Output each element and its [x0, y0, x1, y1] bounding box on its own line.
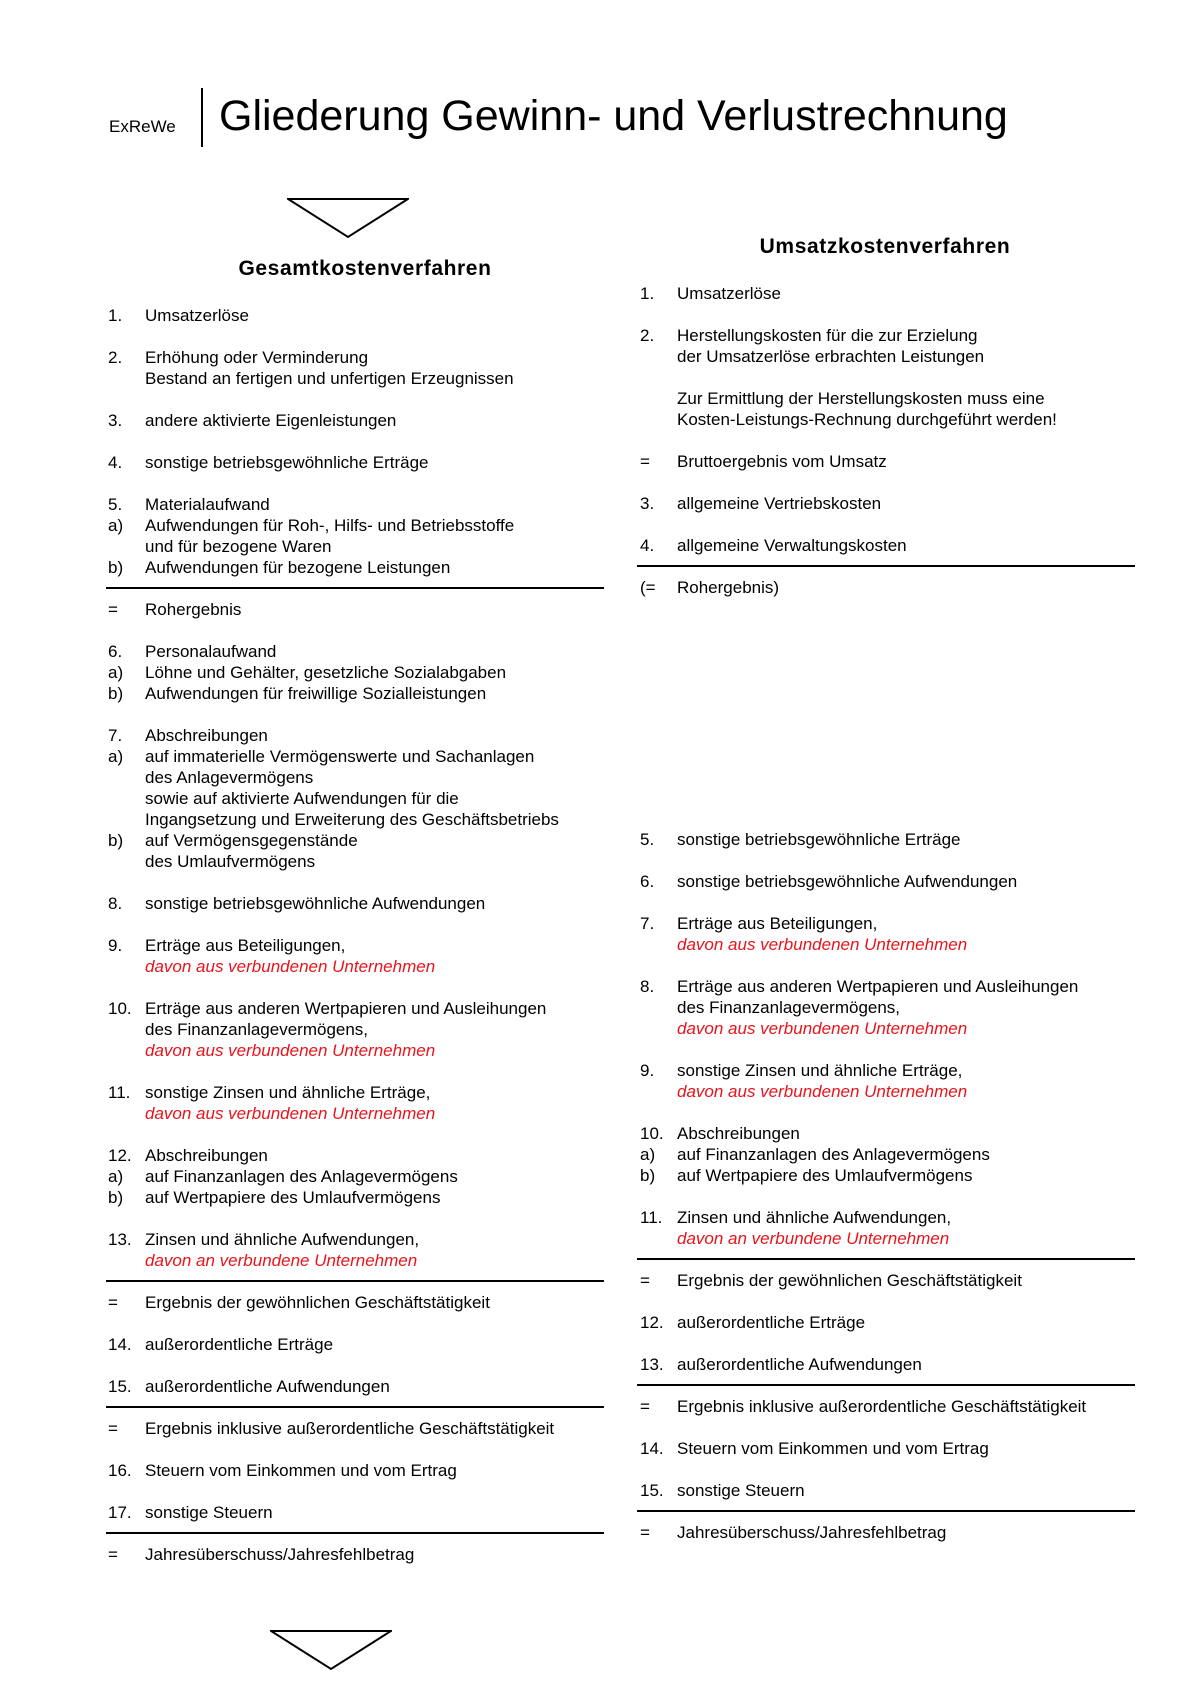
item-text: Abschreibungen [677, 1124, 800, 1143]
item-marker: a) [108, 663, 124, 682]
item-marker: = [640, 1523, 650, 1542]
item-text: Jahresüberschuss/Jahresfehlbetrag [677, 1523, 947, 1542]
item-marker: 17. [108, 1503, 132, 1522]
item-marker: a) [640, 1145, 656, 1164]
item-marker: 5. [108, 495, 123, 514]
subtotal-rule [106, 1280, 604, 1282]
item-marker: = [640, 1397, 650, 1416]
left-column-heading: Gesamtkostenverfahren [238, 257, 492, 280]
item-text: Ingangsetzung und Erweiterung des Geschäftsbetriebs [145, 810, 559, 829]
subtotal-rule [637, 1510, 1135, 1512]
item-text: des Umlaufvermögens [145, 852, 316, 871]
item-marker: 11. [108, 1083, 131, 1102]
item-text: sonstige betriebsgewöhnliche Aufwendungen [145, 894, 486, 913]
item-text: allgemeine Verwaltungskosten [677, 536, 907, 555]
item-text: des Finanzanlagevermögens, [677, 998, 901, 1017]
item-text: Ergebnis der gewöhnlichen Geschäftstätigkeit [145, 1293, 490, 1312]
item-text: auf Finanzanlagen des Anlagevermögens [145, 1167, 458, 1186]
item-marker: 9. [108, 936, 123, 955]
item-marker: = [108, 1545, 118, 1564]
item-text: sowie auf aktivierte Aufwendungen für die [145, 789, 459, 808]
item-marker: 15. [640, 1481, 664, 1500]
item-marker: b) [640, 1166, 656, 1185]
item-text: Bestand an fertigen und unfertigen Erzeugnissen [145, 369, 514, 388]
item-text: der Umsatzerlöse erbrachten Leistungen [677, 347, 985, 366]
item-marker: 8. [108, 894, 123, 913]
right-column-heading: Umsatzkostenverfahren [759, 235, 1011, 258]
item-text: davon aus verbundenen Unternehmen [145, 1104, 436, 1123]
item-text: auf Wertpapiere des Umlaufvermögens [145, 1188, 441, 1207]
item-marker: = [108, 1293, 118, 1312]
item-text: Abschreibungen [145, 1146, 268, 1165]
down-triangle-top-icon [287, 198, 409, 239]
item-marker: a) [108, 747, 124, 766]
item-marker: 4. [640, 536, 655, 555]
item-text: Erträge aus anderen Wertpapieren und Ausleihungen [677, 977, 1079, 996]
subtotal-rule [106, 1406, 604, 1408]
item-marker: b) [108, 684, 124, 703]
item-text: und für bezogene Waren [145, 537, 332, 556]
item-text: außerordentliche Aufwendungen [677, 1355, 922, 1374]
item-text: davon aus verbundenen Unternehmen [677, 935, 968, 954]
item-marker: = [640, 1271, 650, 1290]
page-title: Gliederung Gewinn- und Verlustrechnung [219, 92, 1008, 140]
subtotal-rule [637, 565, 1135, 567]
item-text: auf Vermögensgegenstände [145, 831, 358, 850]
item-text: davon aus verbundenen Unternehmen [145, 957, 436, 976]
item-text: auf Wertpapiere des Umlaufvermögens [677, 1166, 973, 1185]
item-text: außerordentliche Erträge [677, 1313, 866, 1332]
item-marker: 13. [108, 1230, 132, 1249]
item-text: Zinsen und ähnliche Aufwendungen, [677, 1208, 952, 1227]
header-brand: ExReWe [109, 117, 176, 136]
item-text: Abschreibungen [145, 726, 268, 745]
item-marker: 10. [108, 999, 132, 1018]
item-text: des Anlagevermögens [145, 768, 314, 787]
item-marker: 16. [108, 1461, 132, 1480]
item-text: Bruttoergebnis vom Umsatz [677, 452, 887, 471]
subtotal-rule [637, 1384, 1135, 1386]
item-text: sonstige betriebsgewöhnliche Erträge [145, 453, 429, 472]
item-text: davon aus verbundenen Unternehmen [677, 1019, 968, 1038]
item-marker: = [640, 452, 650, 471]
item-marker: b) [108, 558, 124, 577]
item-text: Rohergebnis [145, 600, 242, 619]
item-marker: = [108, 600, 118, 619]
item-marker: 1. [108, 306, 123, 325]
item-text: andere aktivierte Eigenleistungen [145, 411, 397, 430]
item-marker: 12. [640, 1313, 664, 1332]
item-text: Erträge aus Beteiligungen, [145, 936, 346, 955]
item-marker: 4. [108, 453, 123, 472]
item-text: sonstige Steuern [677, 1481, 805, 1500]
item-marker: a) [108, 1167, 124, 1186]
item-marker: 13. [640, 1355, 664, 1374]
item-text: Erhöhung oder Verminderung [145, 348, 369, 367]
item-text: sonstige Zinsen und ähnliche Erträge, [145, 1083, 431, 1102]
item-text: Steuern vom Einkommen und vom Ertrag [145, 1461, 457, 1480]
item-text: Ergebnis inklusive außerordentliche Geschäftstätigkeit [677, 1397, 1087, 1416]
item-text: Erträge aus anderen Wertpapieren und Ausleihungen [145, 999, 547, 1018]
item-text: Jahresüberschuss/Jahresfehlbetrag [145, 1545, 415, 1564]
item-text: davon aus verbundenen Unternehmen [677, 1082, 968, 1101]
down-triangle-bottom-icon [270, 1630, 392, 1671]
item-marker: 8. [640, 977, 655, 996]
item-text: Materialaufwand [145, 495, 270, 514]
item-marker: 7. [640, 914, 655, 933]
item-text: Ergebnis der gewöhnlichen Geschäftstätigkeit [677, 1271, 1022, 1290]
item-text: Aufwendungen für bezogene Leistungen [145, 558, 451, 577]
item-marker: 6. [108, 642, 123, 661]
item-text: Aufwendungen für Roh-, Hilfs- und Betriebsstoffe [145, 516, 515, 535]
item-marker: 7. [108, 726, 123, 745]
item-marker: b) [108, 831, 124, 850]
item-text: Herstellungskosten für die zur Erzielung [677, 326, 978, 345]
item-marker: 1. [640, 284, 655, 303]
item-marker: 9. [640, 1061, 655, 1080]
subtotal-rule [637, 1258, 1135, 1260]
item-text: allgemeine Vertriebskosten [677, 494, 882, 513]
item-text: des Finanzanlagevermögens, [145, 1020, 369, 1039]
item-marker: 15. [108, 1377, 132, 1396]
item-text: sonstige Steuern [145, 1503, 273, 1522]
item-text: Aufwendungen für freiwillige Sozialleistungen [145, 684, 487, 703]
item-text: Löhne und Gehälter, gesetzliche Sozialabgaben [145, 663, 507, 682]
item-marker: b) [108, 1188, 124, 1207]
item-text: Rohergebnis) [677, 578, 780, 597]
item-marker: 3. [108, 411, 123, 430]
item-text: Personalaufwand [145, 642, 277, 661]
item-text: davon an verbundene Unternehmen [145, 1251, 418, 1270]
item-text: Ergebnis inklusive außerordentliche Geschäftstätigkeit [145, 1419, 555, 1438]
item-marker: 2. [640, 326, 655, 345]
item-text: davon an verbundene Unternehmen [677, 1229, 950, 1248]
item-marker: = [108, 1419, 118, 1438]
item-text: außerordentliche Erträge [145, 1335, 334, 1354]
header-divider [201, 88, 203, 147]
item-text: außerordentliche Aufwendungen [145, 1377, 390, 1396]
item-marker: 2. [108, 348, 123, 367]
item-text: sonstige Zinsen und ähnliche Erträge, [677, 1061, 963, 1080]
item-text: Zinsen und ähnliche Aufwendungen, [145, 1230, 420, 1249]
item-marker: 10. [640, 1124, 664, 1143]
item-text: Zur Ermittlung der Herstellungskosten muss eine [677, 389, 1045, 408]
item-text: davon aus verbundenen Unternehmen [145, 1041, 436, 1060]
subtotal-rule [106, 587, 604, 589]
item-marker: 14. [640, 1439, 664, 1458]
item-text: auf Finanzanlagen des Anlagevermögens [677, 1145, 990, 1164]
subtotal-rule [106, 1532, 604, 1534]
item-text: Steuern vom Einkommen und vom Ertrag [677, 1439, 989, 1458]
item-marker: 6. [640, 872, 655, 891]
item-text: sonstige betriebsgewöhnliche Aufwendungen [677, 872, 1018, 891]
item-marker: 12. [108, 1146, 132, 1165]
item-text: Umsatzerlöse [145, 306, 249, 325]
item-text: sonstige betriebsgewöhnliche Erträge [677, 830, 961, 849]
item-marker: 3. [640, 494, 655, 513]
item-text: Erträge aus Beteiligungen, [677, 914, 878, 933]
item-marker: a) [108, 516, 124, 535]
item-text: auf immaterielle Vermögenswerte und Sachanlagen [145, 747, 535, 766]
item-marker: 5. [640, 830, 655, 849]
item-marker: (= [640, 578, 656, 597]
item-marker: 14. [108, 1335, 132, 1354]
item-text: Umsatzerlöse [677, 284, 781, 303]
item-text: Kosten-Leistungs-Rechnung durchgeführt werden! [677, 410, 1057, 429]
item-marker: 11. [640, 1208, 663, 1227]
